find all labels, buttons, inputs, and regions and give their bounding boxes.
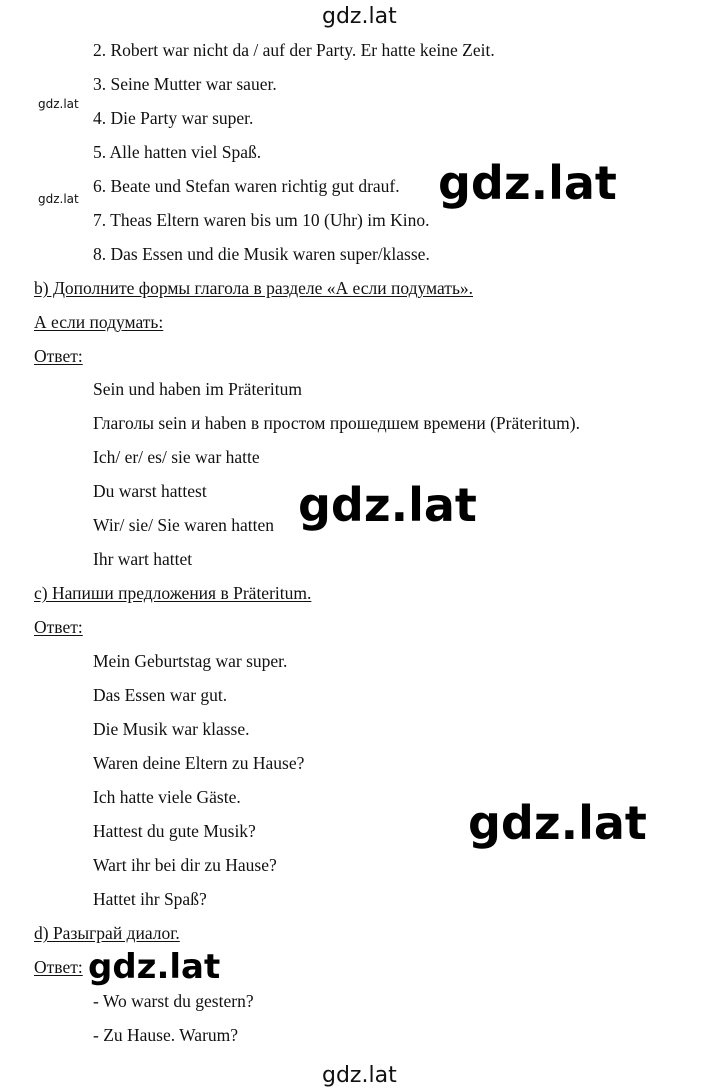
task-heading: d) Разыграй диалог. <box>34 923 180 943</box>
watermark-large: gdz.lat <box>468 796 647 850</box>
answer-line: Глаголы sein и haben в простом прошедшем времени (Präteritum). <box>93 413 580 433</box>
task-heading: b) Дополните формы глагола в разделе «А если подумать». <box>34 278 474 298</box>
answer-line: 2. Robert war nicht da / auf der Party. Er hatte keine Zeit. <box>93 40 495 60</box>
watermark-large: gdz.lat <box>298 478 477 532</box>
answer-line: Die Musik war klasse. <box>93 719 250 739</box>
watermark-large: gdz.lat <box>438 156 617 210</box>
answer-line: Hattest du gute Musik? <box>93 821 256 841</box>
watermark-top: gdz.lat <box>322 4 397 29</box>
answer-line: 8. Das Essen und die Musik waren super/klasse. <box>93 244 430 264</box>
answer-line: Waren deine Eltern zu Hause? <box>93 753 305 773</box>
answer-line: 3. Seine Mutter war sauer. <box>93 74 277 94</box>
answer-line: 4. Die Party war super. <box>93 108 254 128</box>
watermark-medium: gdz.lat <box>88 947 221 987</box>
subheading: А если подумать: <box>34 312 164 332</box>
answer-label: Ответ: <box>34 957 83 977</box>
answer-line: - Wo warst du gestern? <box>93 991 254 1011</box>
answer-label: Ответ: <box>34 617 83 637</box>
answer-line: Wart ihr bei dir zu Hause? <box>93 855 277 875</box>
answer-line: Ich/ er/ es/ sie war hatte <box>93 447 260 467</box>
answer-line: Hattet ihr Spaß? <box>93 889 207 909</box>
answer-label: Ответ: <box>34 346 83 366</box>
answer-line: Ihr wart hattet <box>93 549 193 569</box>
answer-line: 5. Alle hatten viel Spaß. <box>93 142 262 162</box>
answer-line: Wir/ sie/ Sie waren hatten <box>93 515 275 535</box>
answer-line: Mein Geburtstag war super. <box>93 651 288 671</box>
answer-line: Sein und haben im Präteritum <box>93 379 302 399</box>
watermark-small: gdz.lat <box>38 192 79 206</box>
watermark-bottom: gdz.lat <box>322 1063 397 1088</box>
answer-line: Das Essen war gut. <box>93 685 228 705</box>
answer-line: 6. Beate und Stefan waren richtig gut drauf. <box>93 176 400 196</box>
answer-line: 7. Theas Eltern waren bis um 10 (Uhr) im Kino. <box>93 210 430 230</box>
answer-line: - Zu Hause. Warum? <box>93 1025 239 1045</box>
task-heading: c) Напиши предложения в Präteritum. <box>34 583 312 603</box>
answer-line: Ich hatte viele Gäste. <box>93 787 241 807</box>
watermark-small: gdz.lat <box>38 97 79 111</box>
answer-line: Du warst hattest <box>93 481 207 501</box>
